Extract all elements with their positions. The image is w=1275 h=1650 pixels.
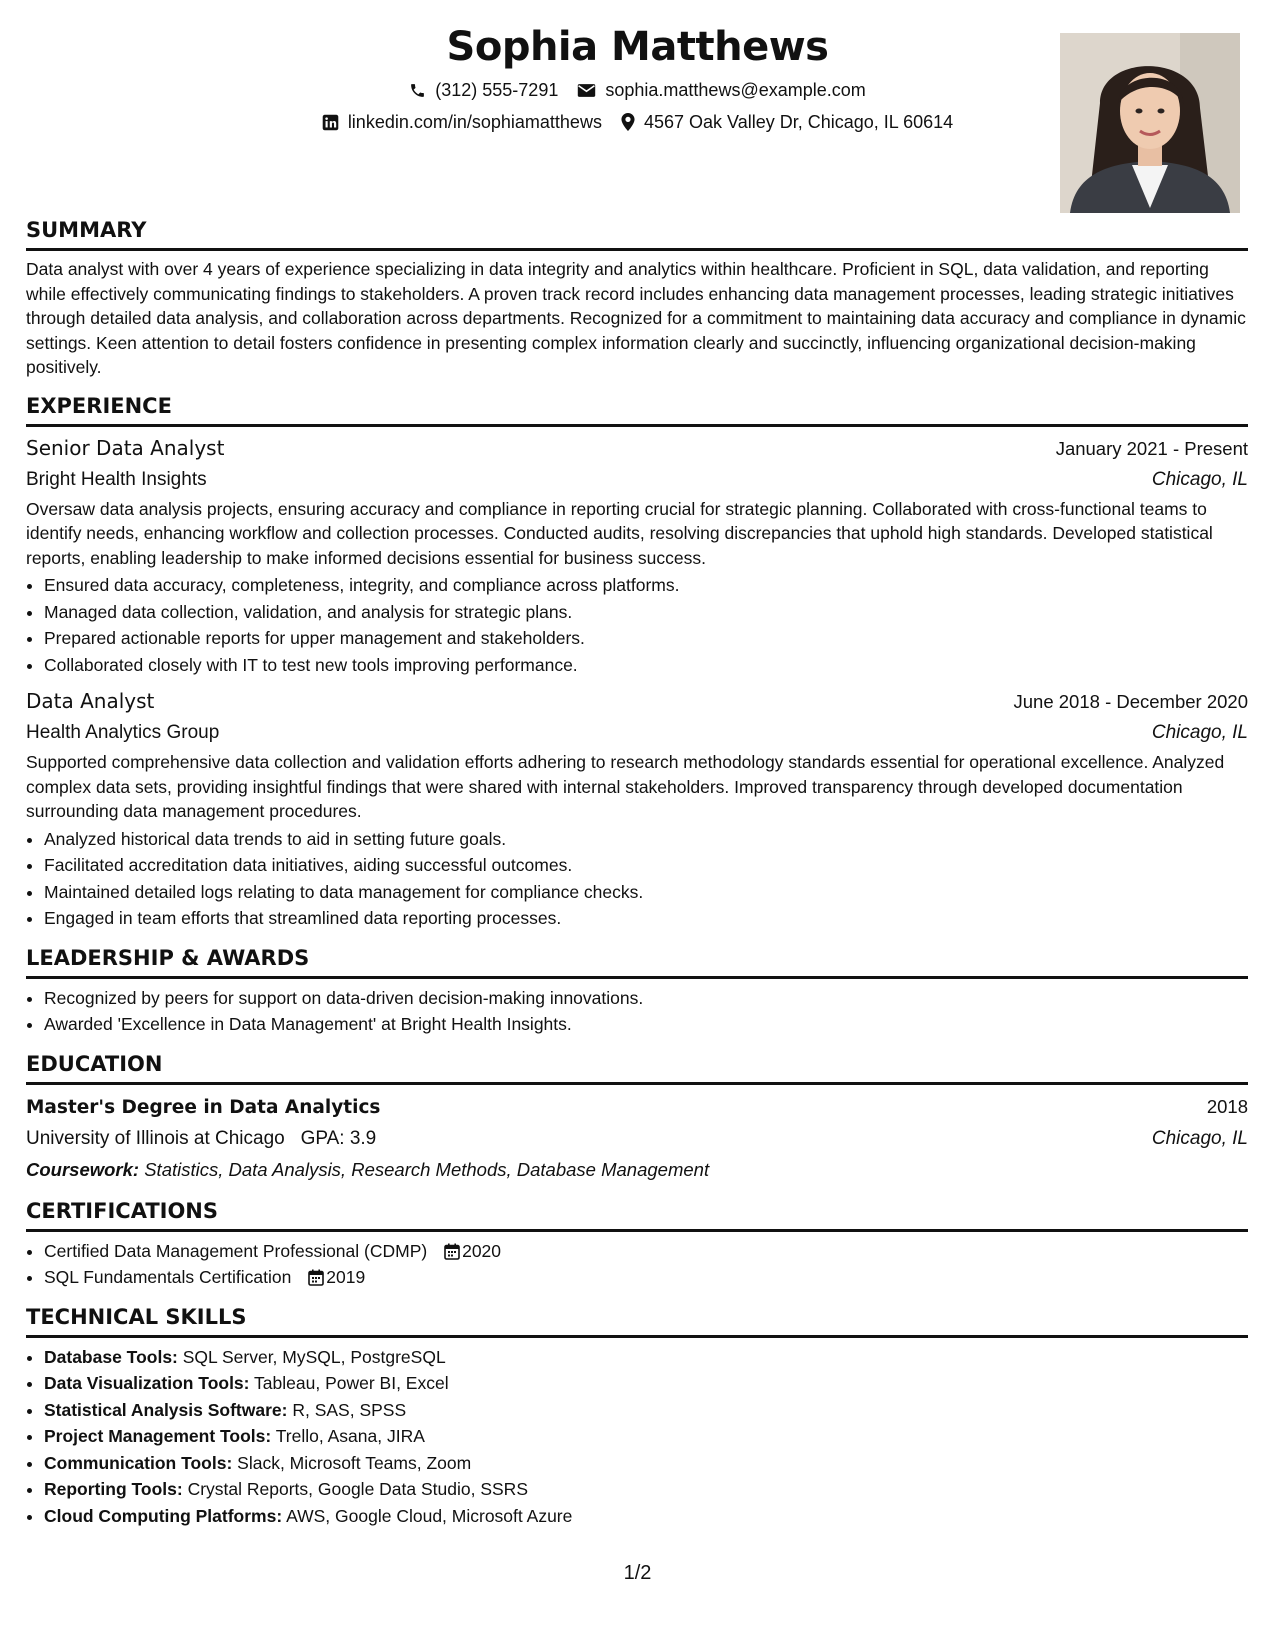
section-title-skills: TECHNICAL SKILLS (26, 1303, 1248, 1338)
job-bullets (26, 572, 1248, 678)
certification-name: SQL Fundamentals Certification (44, 1267, 292, 1287)
profile-photo (1060, 33, 1240, 213)
resume-header (0, 20, 1275, 220)
calendar-icon (308, 1269, 324, 1286)
list-item: • Engaged in team efforts that streamlined data reporting processes. (44, 905, 1248, 932)
summary-text: Data analyst with over 4 years of experience specializing in data integrity and analytics within healthcare. Proficient in SQL, data validation, and reporting while effectively communicating findings to stakeholders. A proven track record includes enhancing data management processes, leading strategic initiatives through detailed data analysis, and collaboration across departments. Recognized for a commitment to maintaining data accuracy and compliance in dynamic settings. Keen attention to detail fosters confidence in presenting complex information clearly and succinctly, influencing organizational decision-making positively. (26, 259, 1246, 377)
certifications-list (26, 1238, 1248, 1291)
list-item: • Awarded 'Excellence in Data Management' at Bright Health Insights. (44, 1011, 1248, 1038)
list-item: • Collaborated closely with IT to test new tools improving performance. (44, 652, 1248, 679)
list-item: • Managed data collection, validation, and analysis for strategic plans. (44, 599, 1248, 626)
leadership-section (26, 944, 1248, 1038)
school-name: University of Illinois at Chicago (26, 1127, 285, 1149)
list-item (44, 1450, 1248, 1477)
list-item: • Prepared actionable reports for upper management and stakeholders. (44, 625, 1248, 652)
map-pin-icon (621, 113, 635, 131)
phone-number: (312) 555-7291 (435, 80, 559, 100)
certification-year: 2020 (462, 1240, 502, 1261)
skill-label: Communication Tools: (44, 1452, 233, 1473)
job-bullets (26, 826, 1248, 932)
gpa: GPA: 3.9 (300, 1127, 377, 1149)
address: 4567 Oak Valley Dr, Chicago, IL 60614 (643, 112, 954, 132)
page-number: 1/2 (623, 1562, 652, 1584)
job-description: Oversaw data analysis projects, ensuring accuracy and compliance in reporting crucial for strategic planning. Collaborated with cross-functional teams to identify needs, enhancing workflow and collection processes. Conducted audits, resolving discrepancies that uphold high standards. Developed statistical reports, enabling leadership to make informed decisions essential for business success. (26, 498, 1213, 568)
list-item (44, 1397, 1248, 1424)
education-section (26, 1050, 1248, 1185)
skill-label: Statistical Analysis Software: (44, 1399, 288, 1420)
skill-value: Crystal Reports, Google Data Studio, SSRS (187, 1479, 528, 1499)
skills-list (26, 1344, 1248, 1530)
company-name: Bright Health Insights (26, 468, 207, 490)
job-dates: June 2018 - December 2020 (1013, 691, 1248, 712)
list-item (44, 1503, 1248, 1530)
skill-value: SQL Server, MySQL, PostgreSQL (182, 1346, 446, 1367)
phone-contact (409, 80, 558, 101)
list-item (44, 1344, 1248, 1371)
calendar-icon (444, 1243, 460, 1260)
skill-value: AWS, Google Cloud, Microsoft Azure (286, 1505, 573, 1526)
certification-name: Certified Data Management Professional (CDMP) (44, 1240, 428, 1261)
skill-label: Reporting Tools: (44, 1479, 183, 1499)
coursework (26, 1154, 1248, 1185)
list-item: • Ensured data accuracy, completeness, integrity, and compliance across platforms. (44, 572, 1248, 599)
linkedin-contact[interactable] (322, 112, 602, 133)
linkedin-icon (322, 114, 339, 131)
section-title-summary: SUMMARY (26, 216, 1248, 251)
linkedin-url: linkedin.com/in/sophiamatthews (347, 112, 602, 132)
skill-value: Tableau, Power BI, Excel (254, 1373, 449, 1393)
degree-name: Master's Degree in Data Analytics (26, 1096, 381, 1118)
skills-section (26, 1303, 1248, 1530)
phone-icon (409, 82, 426, 99)
company-name: Health Analytics Group (26, 722, 220, 743)
skill-label: Project Management Tools: (44, 1426, 272, 1446)
list-item (44, 1370, 1248, 1397)
coursework-list: Statistics, Data Analysis, Research Methods, Database Management (144, 1158, 710, 1180)
skill-value: R, SAS, SPSS (292, 1399, 407, 1420)
summary-section (26, 216, 1248, 380)
list-item (44, 1264, 1248, 1291)
skill-label: Database Tools: (44, 1346, 178, 1367)
skill-label: Cloud Computing Platforms: (44, 1505, 283, 1526)
job-location: Chicago, IL (1151, 468, 1248, 490)
list-item (44, 1423, 1248, 1450)
job-title: Senior Data Analyst (26, 435, 225, 460)
school-location: Chicago, IL (1151, 1127, 1248, 1149)
graduation-year: 2018 (1206, 1095, 1248, 1117)
certifications-section (26, 1197, 1248, 1291)
candidate-name: Sophia Matthews (446, 24, 829, 70)
list-item: • Analyzed historical data trends to aid in setting future goals. (44, 826, 1248, 853)
job-dates: January 2021 - Present (1055, 437, 1248, 459)
section-title-experience: EXPERIENCE (26, 392, 1248, 427)
section-title-leadership: LEADERSHIP & AWARDS (26, 944, 1248, 979)
email-contact[interactable] (577, 80, 865, 101)
list-item: • Maintained detailed logs relating to data management for compliance checks. (44, 879, 1248, 906)
section-title-education: EDUCATION (26, 1050, 1248, 1085)
list-item (44, 1476, 1248, 1503)
section-title-certifications: CERTIFICATIONS (26, 1197, 1248, 1232)
envelope-icon (577, 82, 596, 99)
email-address: sophia.matthews@example.com (605, 80, 866, 100)
certification-year: 2019 (326, 1267, 366, 1287)
resume-body (26, 216, 1248, 1541)
job-description: Supported comprehensive data collection and validation efforts adhering to research methodology standards essential for operational excellence. Analyzed complex data sets, providing insightful findings that were shared with internal stakeholders. Improved transparency through developed documentation surrounding data management procedures. (26, 752, 1225, 821)
address-contact (621, 112, 953, 133)
skill-label: Data Visualization Tools: (44, 1373, 250, 1393)
leadership-list (26, 985, 1248, 1038)
list-item: • Recognized by peers for support on data-driven decision-making innovations. (44, 985, 1248, 1012)
list-item: • Facilitated accreditation data initiatives, aiding successful outcomes. (44, 852, 1248, 879)
experience-section (26, 392, 1248, 932)
coursework-label: Coursework: (26, 1158, 140, 1180)
skill-value: Trello, Asana, JIRA (275, 1426, 425, 1446)
list-item (44, 1238, 1248, 1265)
job-location: Chicago, IL (1151, 722, 1248, 743)
job-entry (26, 433, 1248, 679)
job-entry (26, 686, 1248, 932)
job-title: Data Analyst (26, 689, 155, 713)
skill-value: Slack, Microsoft Teams, Zoom (237, 1452, 472, 1473)
